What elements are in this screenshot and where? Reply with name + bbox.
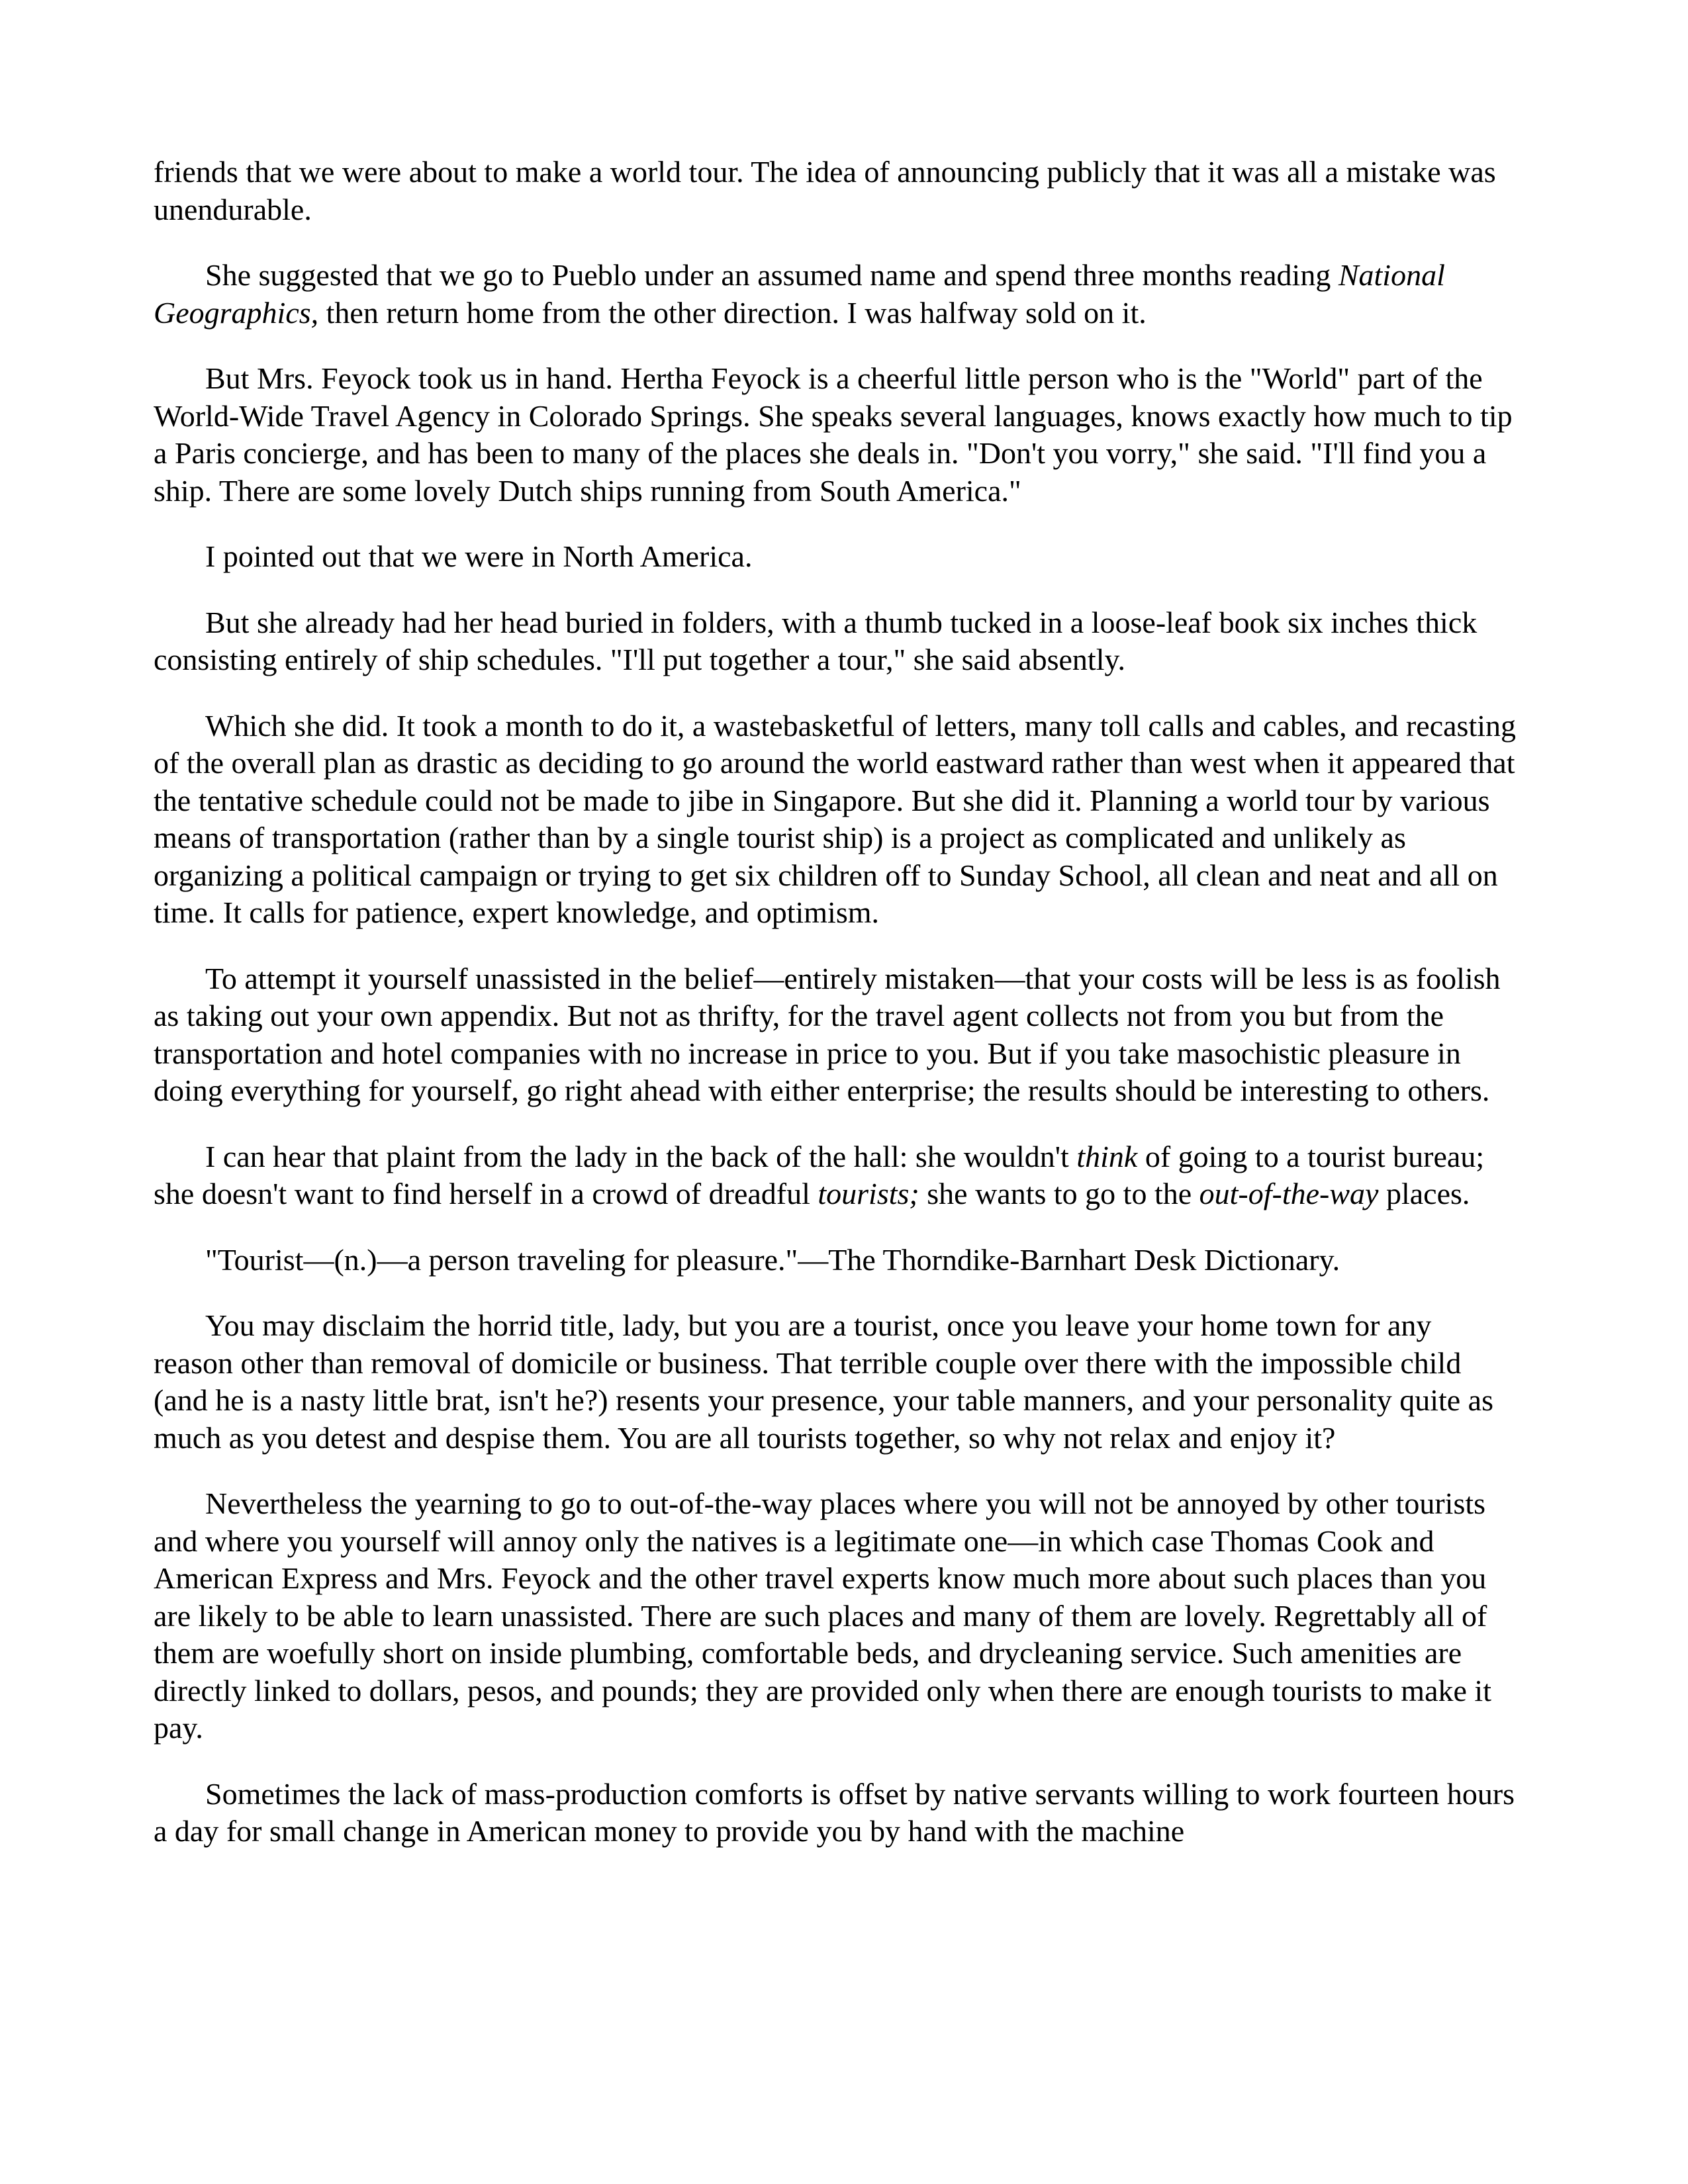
text-span: she wants to go to the — [919, 1177, 1199, 1210]
body-paragraph — [154, 1242, 1517, 1279]
text-span: She suggested that we go to Pueblo under an assumed name and spend three months reading — [205, 258, 1338, 292]
text-span: friends that we were about to make a world tour. The idea of announcing publicly that it was all a mistake was unendurable. — [154, 155, 1496, 226]
text-span: To attempt it yourself unassisted in the belief—entirely mistaken—that your costs will be less is as foolish as taking out your own appendix. But not as thrifty, for the travel agent collects not from you but from the transportation and hotel companies with no increase in price to you. But if you take masochistic pleasure in doing everything for yourself, go right ahead with either enterprise; the results should be interesting to others. — [154, 961, 1501, 1107]
italic-text-span: National Geographics, — [154, 258, 1445, 330]
text-span: "Tourist—(n.)—a person traveling for pleasure."—The Thorndike-Barnhart Desk Dictionary. — [205, 1242, 1340, 1277]
body-paragraph — [154, 257, 1517, 332]
body-paragraph — [154, 604, 1517, 679]
text-span: I can hear that plaint from the lady in the back of the hall: she wouldn't — [205, 1139, 1077, 1173]
body-paragraph — [154, 1776, 1517, 1850]
body-paragraph — [154, 707, 1517, 932]
text-span: You may disclaim the horrid title, lady, but you are a tourist, once you leave your home town for any reason other than removal of domicile or business. That terrible couple over there with the impossible child (and he is a nasty little brat, isn't he?) resents your presence, your table manners, and your personality quite as much as you detest and despise them. You are all tourists together, so why not relax and enjoy it? — [154, 1308, 1493, 1455]
text-span: Which she did. It took a month to do it, a wastebasketful of letters, many toll calls and cables, and recasting of the overall plan as drastic as deciding to go around the world eastward rather than west when it appeared that the tentative schedule could not be made to jibe in Singapore. But she did it. Planning a world tour by various means of transportation (rather than by a single tourist ship) is a project as complicated and unlikely as organizing a political campaign or trying to get six children off to Sunday School, all clean and neat and all on time. It calls for patience, expert knowledge, and optimism. — [154, 708, 1517, 929]
text-span: But Mrs. Feyock took us in hand. Hertha Feyock is a cheerful little person who is the "World" part of the World-Wide Travel Agency in Colorado Springs. She speaks several languages, knows exactly how much to tip a Paris concierge, and has been to many of the places she deals in. "Don't you vorry," she said. "I'll find you a ship. There are some lovely Dutch ships running from South America." — [154, 361, 1513, 508]
text-span: Nevertheless the yearning to go to out-of-the-way places where you will not be annoyed by other tourists and where you yourself will annoy only the natives is a legitimate one—in which case Thomas Cook and American Express and Mrs. Feyock and the other travel experts know much more about such places than you are likely to be able to learn unassisted. There are such places and many of them are lovely. Regrettably all of them are woefully short on inside plumbing, comfortable beds, and drycleaning service. Such amenities are directly linked to dollars, pesos, and pounds; they are provided only when there are enough tourists to make it pay. — [154, 1486, 1491, 1745]
text-span: places. — [1378, 1177, 1470, 1210]
text-span: then return home from the other direction. I was halfway sold on it. — [318, 295, 1147, 330]
document-page — [154, 154, 1517, 1850]
body-paragraph — [154, 154, 1517, 228]
italic-text-span: think — [1076, 1139, 1138, 1173]
text-span: But she already had her head buried in folders, with a thumb tucked in a loose-leaf book six inches thick consisting entirely of ship schedules. "I'll put together a tour," she said absently. — [154, 605, 1477, 676]
text-span: I pointed out that we were in North America. — [205, 539, 753, 573]
text-span: of going to a tourist bureau; she doesn't want to find herself in a crowd of dreadful — [154, 1139, 1485, 1210]
text-span: Sometimes the lack of mass-production comforts is offset by native servants willing to work fourteen hours a day for small change in American money to provide you by hand with the machine — [154, 1776, 1515, 1848]
body-paragraph — [154, 538, 1517, 576]
body-paragraph — [154, 1307, 1517, 1457]
body-paragraph — [154, 1138, 1517, 1213]
italic-text-span: tourists; — [818, 1177, 919, 1210]
italic-text-span: out-of-the-way — [1199, 1177, 1379, 1210]
body-paragraph — [154, 1485, 1517, 1747]
body-paragraph — [154, 960, 1517, 1110]
body-paragraph — [154, 360, 1517, 510]
